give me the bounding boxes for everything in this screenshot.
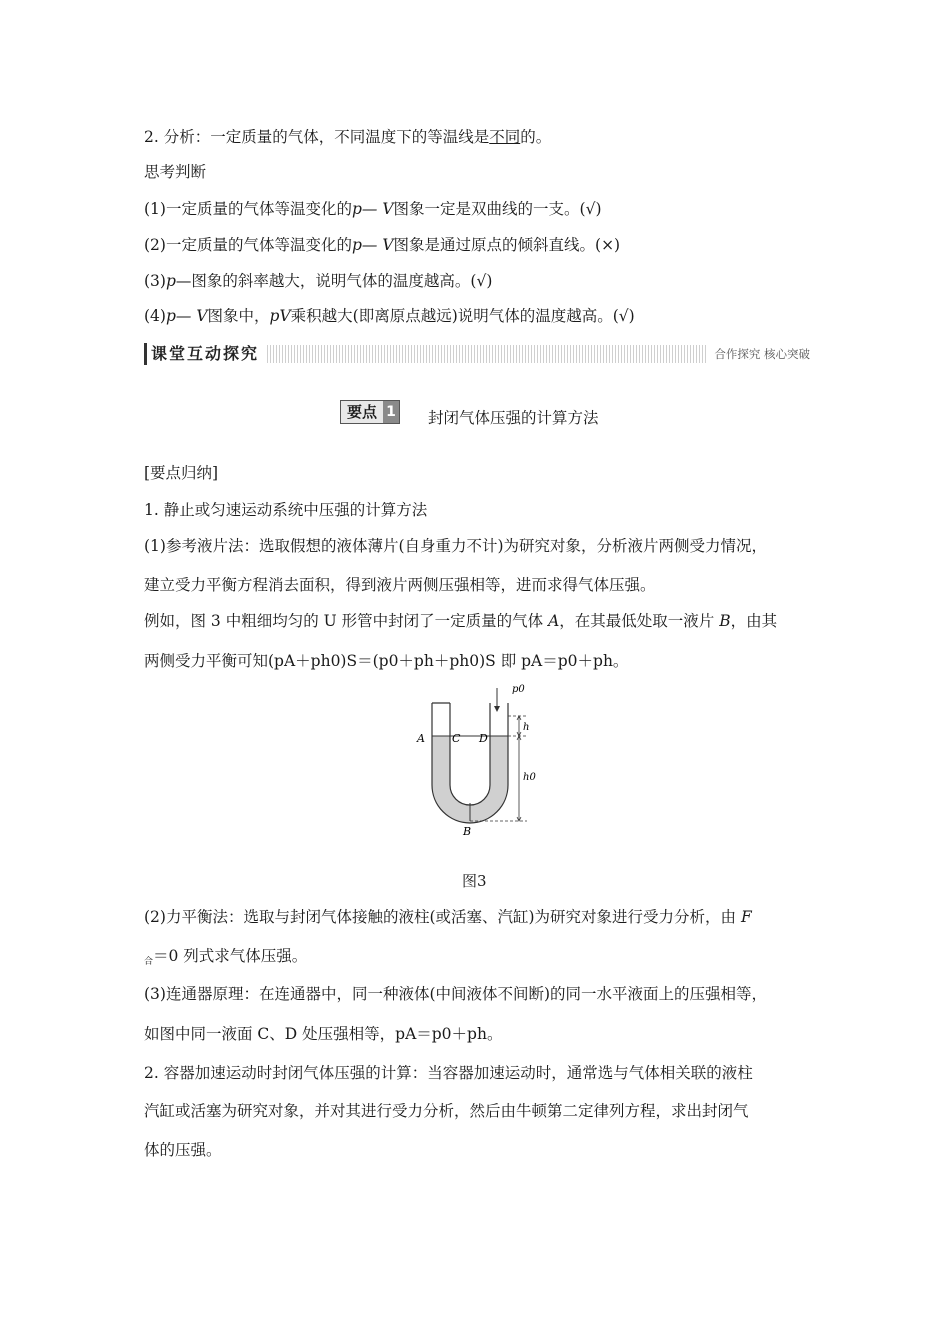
key-point-label: 要点 — [341, 401, 383, 423]
figure-caption: 图3 — [462, 872, 487, 890]
judgment-4: (4)p— V图象中，pV乘积越大(即离原点越远)说明气体的温度越高。(√) — [144, 307, 635, 325]
method-1-2-b: $_合$＝0 列式求气体压强。 — [144, 947, 308, 967]
method-1-1-b: 建立受力平衡方程消去面积，得到液片两侧压强相等，进而求得气体压强。 — [144, 576, 656, 594]
label-h0: h0 — [523, 772, 536, 783]
judgment-3: (3)p—图象的斜率越大，说明气体的温度越高。(√) — [144, 272, 493, 290]
underlined-answer: 不同 — [489, 128, 521, 146]
method-2-c: 体的压强。 — [144, 1141, 222, 1159]
label-C: C — [452, 732, 461, 745]
method-1-3-b: 如图中同一液面 C、D 处压强相等，pA＝p0＋ph。 — [144, 1025, 503, 1043]
example-line: 例如，图 3 中粗细均匀的 U 形管中封闭了一定质量的气体 A，在其最低处取一液片 B，由其 — [144, 612, 778, 630]
label-B: B — [463, 825, 472, 838]
key-point-number: 1 — [383, 401, 399, 423]
label-p0: p0 — [512, 684, 525, 695]
method-2-b: 汽缸或活塞为研究对象，并对其进行受力分析，然后由牛顿第二定律列方程，求出封闭气 — [144, 1102, 749, 1120]
key-point-title: 封闭气体压强的计算方法 — [428, 409, 599, 427]
label-D: D — [479, 732, 488, 745]
judgment-1: (1)一定质量的气体等温变化的p— V图象一定是双曲线的一支。(√) — [144, 200, 602, 218]
analysis-line: 2. 分析：一定质量的气体，不同温度下的等温线是不同的。 — [144, 128, 552, 146]
equation-line: 两侧受力平衡可知(pA＋ph0)S＝(p0＋ph＋ph0)S 即 pA＝p0＋ph。 — [144, 652, 629, 670]
label-h: h — [523, 722, 530, 733]
think-title: 思考判断 — [144, 163, 207, 181]
banner-subtitle: 合作探究 核心突破 — [708, 345, 816, 363]
section-banner — [144, 343, 816, 365]
method-1-3-a: (3)连通器原理：在连通器中，同一种液体(中间液体不间断)的同一水平液面上的压强相等， — [144, 985, 768, 1003]
summary-tag: [要点归纳] — [144, 464, 219, 482]
key-point-badge — [340, 400, 400, 424]
u-tube-inner — [450, 703, 490, 805]
judgment-2: (2)一定质量的气体等温变化的p— V图象是通过原点的倾斜直线。(×) — [144, 236, 621, 254]
method-2-a: 2. 容器加速运动时封闭气体压强的计算：当容器加速运动时，通常选与气体相关联的液柱 — [144, 1064, 753, 1082]
method-1-2-a: (2)力平衡法：选取与封闭气体接触的液柱(或活塞、汽缸)为研究对象进行受力分析，由 F — [144, 908, 752, 926]
method-1-1-a: (1)参考液片法：选取假想的液体薄片(自身重力不计)为研究对象，分析液片两侧受力情况， — [144, 537, 768, 555]
liquid-fill-left — [432, 736, 450, 785]
banner-title: 课堂互动探究 — [144, 343, 265, 365]
method-1-heading: 1. 静止或匀速运动系统中压强的计算方法 — [144, 501, 428, 519]
u-tube-figure — [405, 680, 545, 840]
label-A: A — [417, 732, 425, 745]
